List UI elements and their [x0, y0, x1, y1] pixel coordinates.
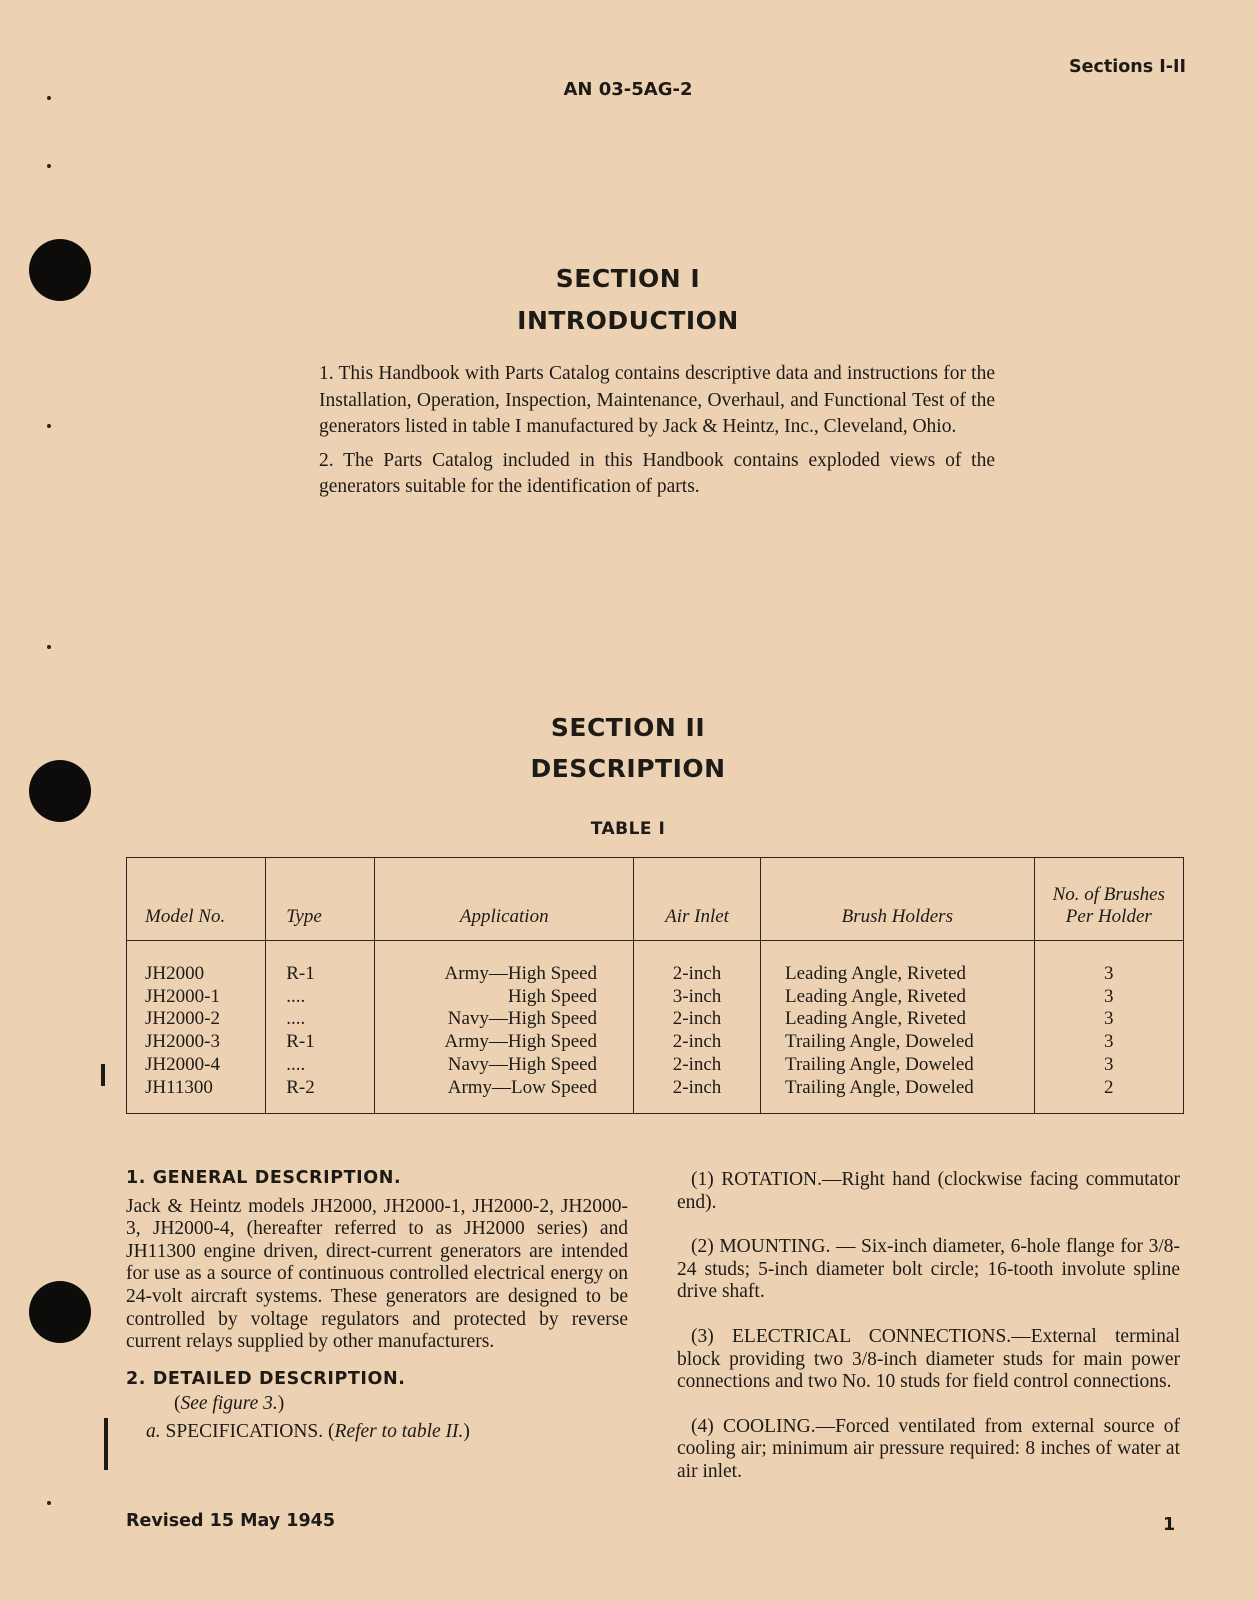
table-row: [127, 1031, 1184, 1054]
cell-model: JH2000-3: [127, 1031, 266, 1054]
revision-date: Revised 15 May 1945: [126, 1511, 335, 1531]
header-type: Type: [266, 858, 375, 941]
cell-brushes: 2: [1034, 1077, 1183, 1114]
spec-reference: Refer to table II.: [334, 1420, 464, 1442]
cell-application: Navy—High Speed: [375, 1008, 634, 1031]
cell-air-inlet: 3-inch: [634, 986, 761, 1009]
table-row: [127, 941, 1184, 986]
margin-mark: [47, 424, 51, 428]
header-application: Application: [375, 858, 634, 941]
table-header-row: [127, 858, 1184, 941]
cell-brush-holders: Leading Angle, Riveted: [761, 986, 1035, 1009]
introduction-text: [319, 361, 995, 501]
cell-type: R-2: [266, 1077, 375, 1114]
section-1-title: SECTION I: [555, 264, 701, 293]
cell-type: ....: [266, 986, 375, 1009]
cell-air-inlet: 2-inch: [634, 1008, 761, 1031]
general-description-text: Jack & Heintz models JH2000, JH2000-1, JH2000-2, JH2000-3, JH2000-4, (hereafter referred to as JH2000 series) and JH11300 engine driven, direct-current generators are intended for use as a source of continuous controlled electrical energy on 24-volt aircraft systems. These generators are designed to be controlled by voltage regulators and protected by reverse current relays supplied by other manufacturers.: [126, 1195, 628, 1353]
cell-brushes: 3: [1034, 1054, 1183, 1077]
cell-application: High Speed: [375, 986, 634, 1009]
header-air-inlet: Air Inlet: [634, 858, 761, 941]
cell-brush-holders: Trailing Angle, Doweled: [761, 1031, 1035, 1054]
spec-label: SPECIFICATIONS.: [165, 1420, 324, 1442]
table-row: [127, 1008, 1184, 1031]
table-row: [127, 1077, 1184, 1114]
cell-application: Army—High Speed: [375, 1031, 634, 1054]
right-column: [677, 1169, 1180, 1484]
margin-mark: [47, 164, 51, 168]
cell-type: R-1: [266, 941, 375, 986]
cell-type: ....: [266, 1054, 375, 1077]
see-figure-note: (See figure 3.): [174, 1393, 285, 1415]
left-column: [126, 1167, 628, 1444]
table-title: TABLE I: [590, 819, 666, 839]
section-1-subtitle: INTRODUCTION: [517, 306, 739, 335]
cell-air-inlet: 2-inch: [634, 1054, 761, 1077]
spec-electrical-connections: (3) ELECTRICAL CONNECTIONS.—External terminal block providing two 3/8-inch diameter studs for main power connections and two No. 10 studs for field control connections.: [677, 1325, 1180, 1393]
cell-model: JH11300: [127, 1077, 266, 1114]
spec-letter: a.: [146, 1420, 161, 1442]
cell-model: JH2000-4: [127, 1054, 266, 1077]
doc-number: AN 03-5AG-2: [563, 79, 693, 100]
spec-mounting: (2) MOUNTING. — Six-inch diameter, 6-hole flange for 3/8-24 studs; 5-inch diameter bolt circle; 16-tooth involute spline drive shaft.: [677, 1236, 1180, 1303]
spec-cooling: (4) COOLING.—Forced ventilated from external source of cooling air; minimum air pressure required: 8 inches of water at air inlet.: [677, 1415, 1181, 1482]
cell-brush-holders: Leading Angle, Riveted: [761, 941, 1035, 986]
cell-application: Army—Low Speed: [375, 1077, 634, 1114]
binder-hole: [29, 1281, 91, 1343]
table-row: [127, 1054, 1184, 1077]
cell-model: JH2000: [127, 941, 266, 986]
cell-type: ....: [266, 1008, 375, 1031]
margin-mark: [47, 1501, 51, 1505]
cell-air-inlet: 2-inch: [634, 1031, 761, 1054]
cell-application: Navy—High Speed: [375, 1054, 634, 1077]
page-number: 1: [1163, 1515, 1176, 1535]
change-bar: [101, 1064, 105, 1086]
cell-brushes: 3: [1034, 1031, 1183, 1054]
section-2-title: SECTION II: [550, 713, 706, 742]
change-bar: [104, 1418, 108, 1470]
cell-brush-holders: Trailing Angle, Doweled: [761, 1077, 1035, 1114]
see-figure-text: See figure 3.: [180, 1393, 278, 1415]
intro-paragraph-2: 2. The Parts Catalog included in this Handbook contains exploded views of the generators suitable for the identification of parts.: [319, 449, 995, 497]
table-row: [127, 986, 1184, 1009]
sections-label: Sections I-II: [1069, 57, 1186, 77]
general-description-heading: 1. GENERAL DESCRIPTION.: [126, 1168, 402, 1188]
cell-air-inlet: 2-inch: [634, 1077, 761, 1114]
cell-air-inlet: 2-inch: [634, 941, 761, 986]
margin-mark: [47, 645, 51, 649]
detailed-description-heading: 2. DETAILED DESCRIPTION.: [126, 1368, 406, 1389]
cell-brushes: 3: [1034, 1008, 1183, 1031]
section-2-subtitle: DESCRIPTION: [530, 754, 726, 783]
header-model: Model No.: [127, 858, 266, 941]
cell-brush-holders: Trailing Angle, Doweled: [761, 1054, 1035, 1077]
header-brush-holders: Brush Holders: [761, 858, 1035, 941]
cell-model: JH2000-1: [127, 986, 266, 1009]
cell-type: R-1: [266, 1031, 375, 1054]
intro-paragraph-1: 1. This Handbook with Parts Catalog contains descriptive data and instructions for the Installation, Operation, Inspection, Maintenance, Overhaul, and Functional Test of the generators listed in table I manufactured by Jack & Heintz, Inc., Cleveland, Ohio.: [319, 363, 995, 437]
cell-brush-holders: Leading Angle, Riveted: [761, 1008, 1035, 1031]
cell-model: JH2000-2: [127, 1008, 266, 1031]
cell-application: Army—High Speed: [375, 941, 634, 986]
generator-table: [126, 857, 1184, 1114]
specifications-line: a. SPECIFICATIONS. (Refer to table II.): [146, 1420, 470, 1442]
header-brushes-per-holder: No. of Brushes Per Holder: [1034, 858, 1183, 941]
cell-brushes: 3: [1034, 986, 1183, 1009]
spec-rotation: (1) ROTATION.—Right hand (clockwise facing commutator end).: [677, 1169, 1180, 1213]
cell-brushes: 3: [1034, 941, 1183, 986]
